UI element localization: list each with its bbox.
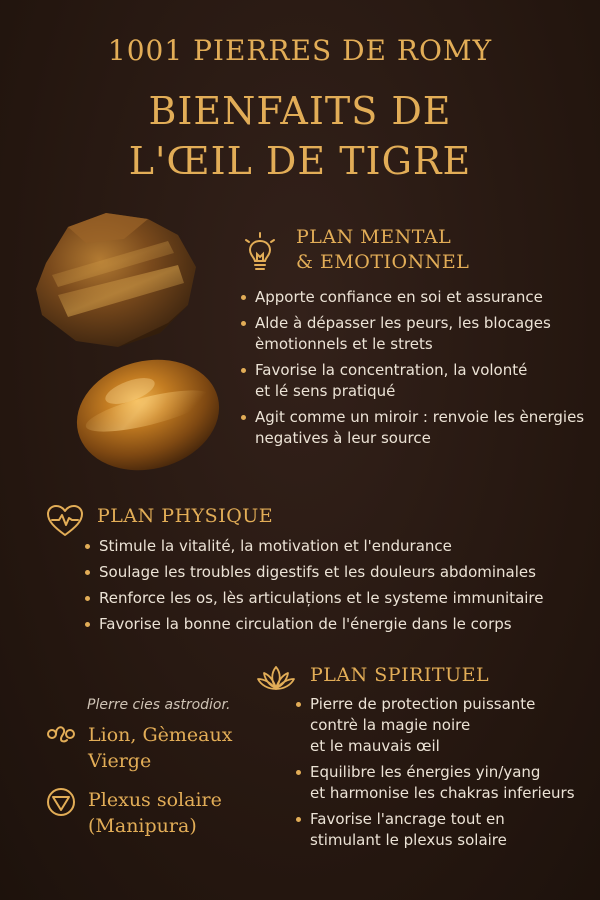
chakra-line: Plexus solaire <box>88 789 222 811</box>
item-line: Agit comme un miroir : renvoie les ènergies <box>255 408 585 426</box>
zodiac-line: Vierge <box>88 750 152 772</box>
list-item <box>84 614 594 635</box>
item-line: stimulant le plexus solaire <box>310 831 507 849</box>
heart-pulse-icon <box>46 504 84 538</box>
item-line: èmotionnels et le strets <box>255 335 433 353</box>
zodiac-signs <box>88 722 232 774</box>
title-line: L'ŒIL DE TIGRE <box>128 139 472 183</box>
list-item <box>84 562 594 583</box>
item-line: Alde à dépasser les peurs, les blocages <box>255 314 551 332</box>
page-title <box>0 86 600 186</box>
astro-label: Plerre cies astrodior. <box>87 697 231 713</box>
list-item <box>84 588 594 609</box>
list-item <box>84 536 594 557</box>
item-line: Pierre de protection puissante <box>310 695 536 713</box>
item-line: Stimule la vitalité, la motivation et l'endurance <box>99 537 452 555</box>
item-line: Favorise la bonne circulation de l'énergie dans le corps <box>99 615 512 633</box>
item-line: Favorise la concentration, la volonté <box>255 361 528 379</box>
item-line: et le mauvais œil <box>310 737 440 755</box>
physique-benefits-list <box>84 536 594 640</box>
item-line: Renforce les os, lès articulațions et le systeme immunitaire <box>99 589 544 607</box>
list-item <box>240 360 590 402</box>
zodiac-line: Lion, Gèmeaux <box>88 724 233 746</box>
heading-line: & EMOTIONNEL <box>296 251 470 273</box>
heading-line: PLAN MENTAL <box>296 226 452 248</box>
lightbulb-icon <box>243 232 277 274</box>
item-line: contrè la magie noire <box>310 716 471 734</box>
item-line: et harmonise les chakras inferieurs <box>310 784 575 802</box>
lotus-icon <box>256 664 296 694</box>
tiger-eye-stones-image <box>28 205 228 485</box>
list-item <box>240 287 590 308</box>
title-line: BIENFAITS DE <box>148 89 452 133</box>
list-item <box>295 809 595 851</box>
item-line: Equilibre les énergies yin/yang <box>310 763 541 781</box>
item-line: et lé sens pratiqué <box>255 382 396 400</box>
chakra-name <box>88 787 222 839</box>
item-line: Favorise l'ancrage tout en <box>310 810 505 828</box>
chakra-line: (Manipura) <box>88 815 197 837</box>
solar-plexus-icon <box>45 786 77 818</box>
list-item <box>295 694 595 757</box>
spirituel-benefits-list <box>295 694 595 856</box>
list-item <box>240 407 590 449</box>
item-line: Apporte confiance en soi et assurance <box>255 288 543 306</box>
section-heading-spirituel: PLAN SPIRITUEL <box>310 664 490 686</box>
section-heading-physique: PLAN PHYSIQUE <box>97 505 274 527</box>
list-item <box>295 762 595 804</box>
leo-gemini-icon <box>45 722 77 744</box>
section-heading-mental <box>296 225 469 275</box>
item-line: negatives à leur source <box>255 429 431 447</box>
list-item <box>240 313 590 355</box>
brand-name: 1001 PIERRES DE ROMY <box>107 34 493 67</box>
mental-benefits-list <box>240 287 590 454</box>
item-line: Soulage les troubles digestifs et les douleurs abdominales <box>99 563 536 581</box>
